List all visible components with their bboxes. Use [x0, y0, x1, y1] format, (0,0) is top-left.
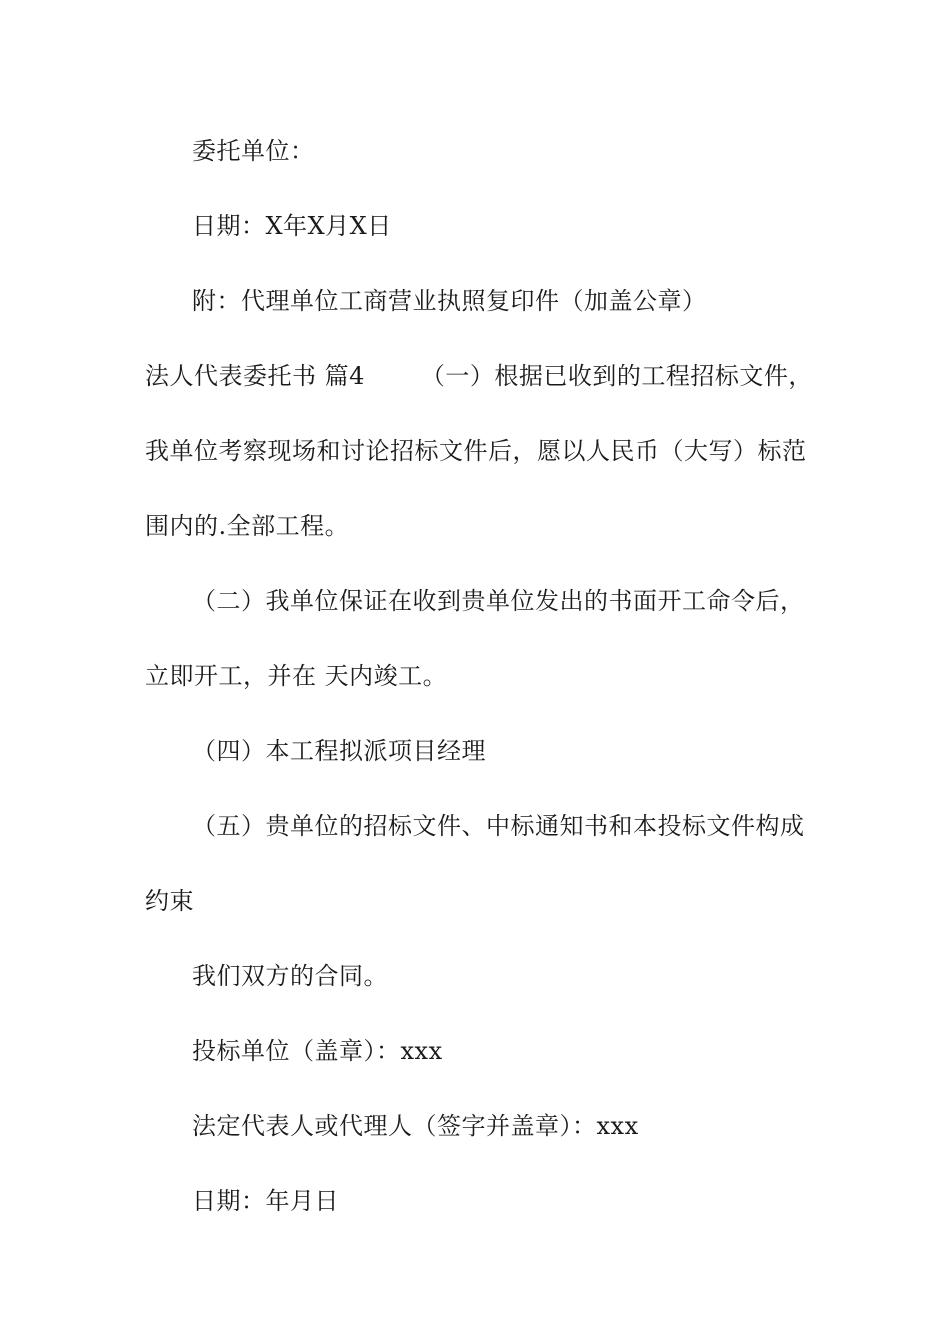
clause-five-line-2: 约束	[145, 887, 194, 915]
bidder-seal-line: 投标单位（盖章）：xxx	[192, 1037, 443, 1065]
entrusting-unit-line: 委托单位：	[192, 137, 315, 165]
section-heading-line	[145, 361, 813, 391]
clause-four-line: （四）本工程拟派项目经理	[192, 737, 486, 765]
section-heading: 法人代表委托书 篇4	[145, 362, 365, 390]
clause-one-line-3: 围内的.全部工程。	[145, 512, 350, 540]
signature-date-line: 日期：年月日	[192, 1187, 339, 1215]
clause-two-line-2: 立即开工，并在 天内竣工。	[145, 662, 448, 690]
clause-five-line-1: （五）贵单位的招标文件、中标通知书和本投标文件构成	[192, 812, 805, 840]
legal-rep-signature-line: 法定代表人或代理人（签字并盖章）：xxx	[192, 1112, 639, 1140]
date-line: 日期：X年X月X日	[192, 212, 392, 240]
clause-one-line-2: 我单位考察现场和讨论招标文件后，愿以人民币（大写）标范	[145, 437, 807, 465]
contract-line: 我们双方的合同。	[192, 962, 388, 990]
attachment-line: 附：代理单位工商营业执照复印件（加盖公章）	[192, 287, 707, 315]
clause-one-start: （一）根据已收到的工程招标文件，	[420, 362, 813, 390]
clause-two-line-1: （二）我单位保证在收到贵单位发出的书面开工命令后，	[192, 587, 805, 615]
